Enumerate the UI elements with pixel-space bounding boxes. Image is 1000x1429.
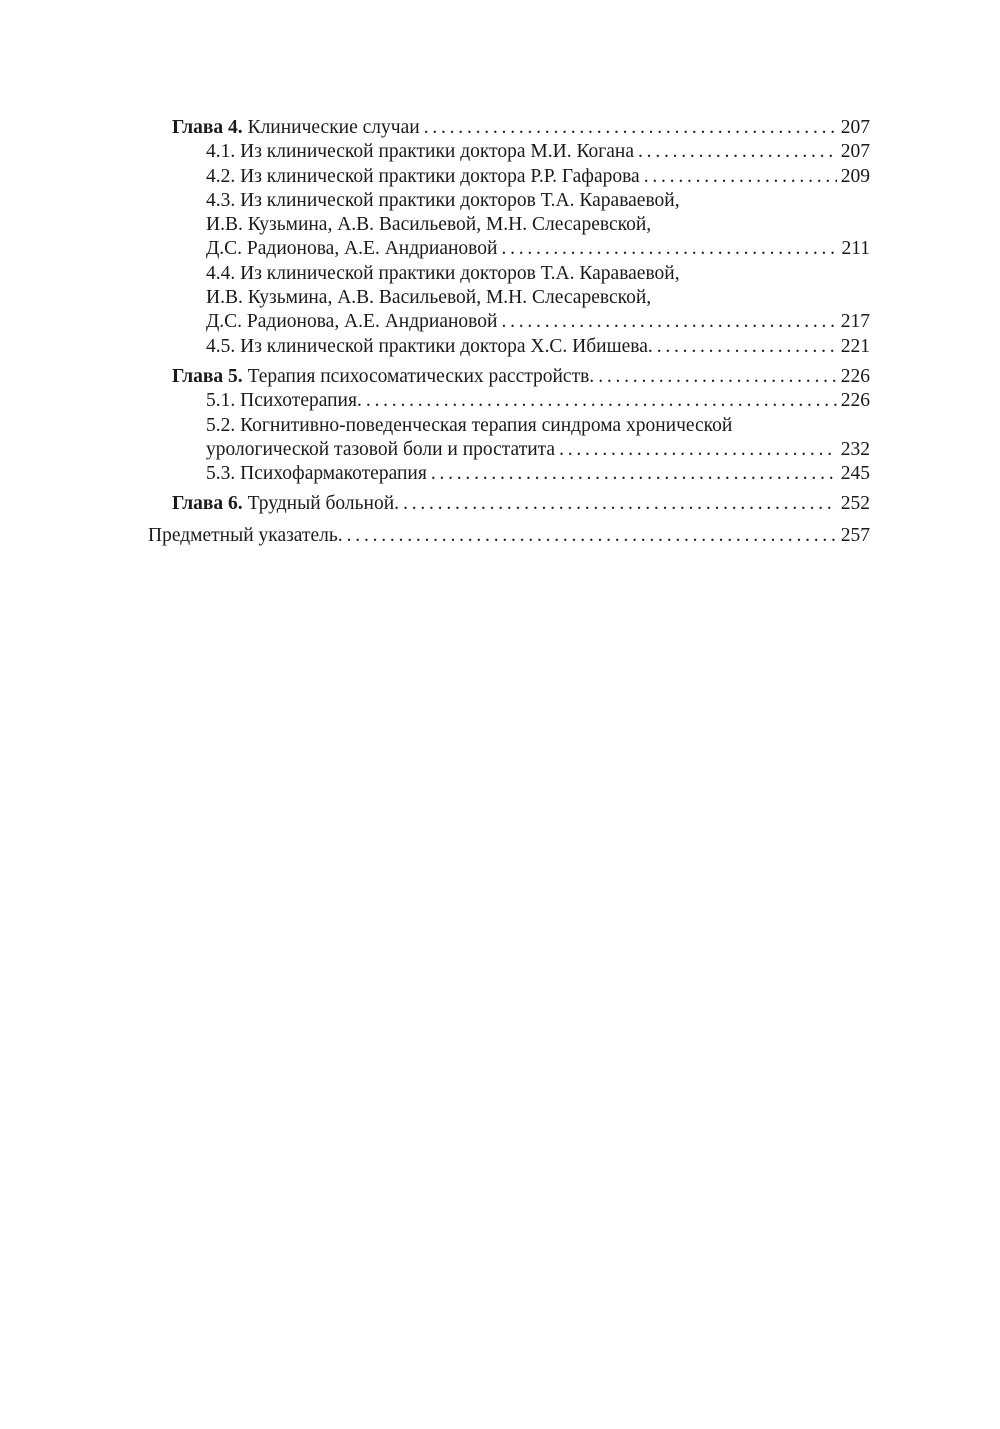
page-number: 257 [840,524,870,546]
section-title-line: 4.4. Из клинической практики докторов Т.А. Караваевой, [206,262,680,284]
section-title-line: И.В. Кузьмина, А.В. Васильевой, М.Н. Слесаревской, [206,287,652,309]
toc-section-4-3 [148,189,870,262]
toc-section-4-5 [148,335,870,359]
section-title: 4.2. Из клинической практики доктора Р.Р. Гафарова [206,165,640,187]
section-title: 5.3. Психофармакотерапия [206,463,427,485]
page-number: 221 [840,335,870,357]
dot-leader [431,462,837,486]
section-title: 5.1. Психотерапия. [206,390,362,412]
toc-chapter-4 [148,116,870,140]
toc-section-5-3 [148,462,870,486]
page-number: 211 [841,238,870,260]
chapter-heading [172,492,399,516]
page-number: 217 [840,311,870,333]
page-number: 232 [840,438,870,460]
section-title-line: 4.3. Из клинической практики докторов Т.А. Караваевой, [206,189,680,211]
dot-leader [644,165,837,189]
section-title-last-line: урологической тазовой боли и простатита [206,438,556,460]
dot-leader [638,140,837,164]
section-title-last-line: Д.С. Радионова, А.Е. Андриановой [206,238,498,260]
page-number: 226 [840,390,870,412]
toc-section-5-2 [148,414,870,463]
chapter-label: Глава 4. [172,117,243,138]
toc-chapter-6 [148,492,870,516]
dot-leader [598,365,837,389]
index-title: Предметный указатель. [148,524,343,546]
chapter-title: Трудный больной. [247,493,400,515]
chapter-heading [172,365,594,389]
dot-leader [403,492,837,516]
section-title: 4.5. Из клинической практики доктора Х.С. Ибишева. [206,335,653,357]
toc-section-5-1 [148,389,870,413]
dot-leader [501,310,836,334]
page-number: 245 [840,463,870,485]
table-of-contents [148,116,870,548]
chapter-label: Глава 6. [172,493,243,515]
dot-leader [559,438,837,462]
chapter-heading [172,116,420,140]
page-number: 252 [840,493,870,515]
dot-leader [424,116,837,140]
page-number: 207 [840,141,870,163]
dot-leader [347,524,837,548]
toc-section-4-4 [148,262,870,335]
dot-leader [501,237,837,261]
page-number: 226 [840,365,870,387]
chapter-label: Глава 5. [172,365,243,387]
section-title-line: 5.2. Когнитивно-поведенческая терапия синдрома хронической [206,414,733,436]
dot-leader [366,389,837,413]
toc-chapter-5 [148,365,870,389]
section-title: 4.1. Из клинической практики доктора М.И. Когана [206,141,635,163]
section-title-line: И.В. Кузьмина, А.В. Васильевой, М.Н. Слесаревской, [206,214,652,236]
dot-leader [657,335,837,359]
page-number: 209 [840,165,870,187]
toc-section-4-1 [148,140,870,164]
chapter-title: Терапия психосоматических расстройств. [247,365,595,387]
toc-section-4-2 [148,165,870,189]
page-number: 207 [840,117,870,138]
chapter-title: Клинические случаи [247,117,420,138]
toc-subject-index [148,524,870,548]
section-title-last-line: Д.С. Радионова, А.Е. Андриановой [206,311,498,333]
